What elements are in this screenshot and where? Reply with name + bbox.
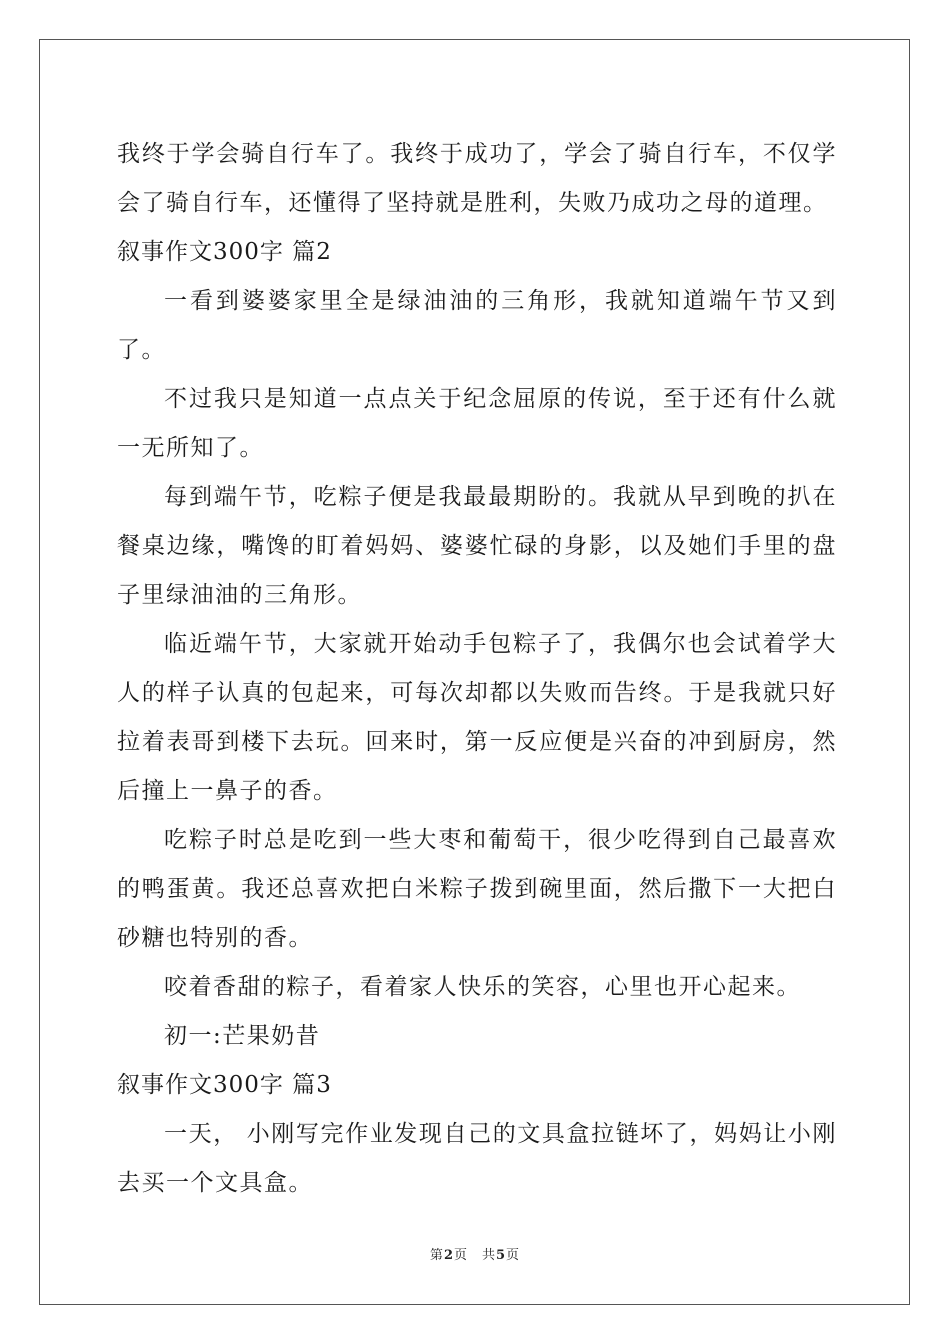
total-page-number: 5 [496,1248,507,1263]
paragraph-2: 一看到婆婆家里全是绿油油的三角形，我就知道端午节又到了。 [117,288,837,363]
paragraph-8: 一天， 小刚写完作业发现自己的文具盒拉链坏了，妈妈让小刚去买一个文具盒。 [117,1121,837,1196]
paragraph-6: 吃粽子时总是吃到一些大枣和葡萄干，很少吃得到自己最喜欢的鸭蛋黄。我还总喜欢把白米粽子拨到碗里面，然后撒下一大把白砂糖也特别的香。 [117,827,837,951]
page-footer [0,1244,950,1263]
section-heading-3: 叙事作文300字 篇3 [117,1072,332,1098]
footer-suffix: 页 [506,1248,521,1263]
paragraph-author: 初一:芒果奶昔 [164,1023,321,1049]
document-body [117,130,837,1208]
paragraph-5: 临近端午节，大家就开始动手包粽子了，我偶尔也会试着学大人的样子认真的包起来，可每次却都以失败而告终。于是我就只好拉着表哥到楼下去玩。回来时，第一反应便是兴奋的冲到厨房，然后撞上一鼻子的香。 [117,631,837,804]
paragraph-1: 我终于学会骑自行车了。我终于成功了，学会了骑自行车，不仅学会了骑自行车，还懂得了坚持就是胜利，失败乃成功之母的道理。 [117,141,837,216]
footer-prefix: 第 [429,1248,444,1263]
paragraph-4: 每到端午节，吃粽子便是我最最期盼的。我就从早到晚的扒在餐桌边缘，嘴馋的盯着妈妈、婆婆忙碌的身影，以及她们手里的盘子里绿油油的三角形。 [117,484,837,608]
paragraph-3: 不过我只是知道一点点关于纪念屈原的传说，至于还有什么就一无所知了。 [117,386,837,461]
current-page-number: 2 [443,1248,454,1263]
footer-middle: 页 共 [453,1248,496,1263]
paragraph-7: 咬着香甜的粽子，看着家人快乐的笑容，心里也开心起来。 [164,974,801,1000]
section-heading-2: 叙事作文300字 篇2 [117,239,332,265]
